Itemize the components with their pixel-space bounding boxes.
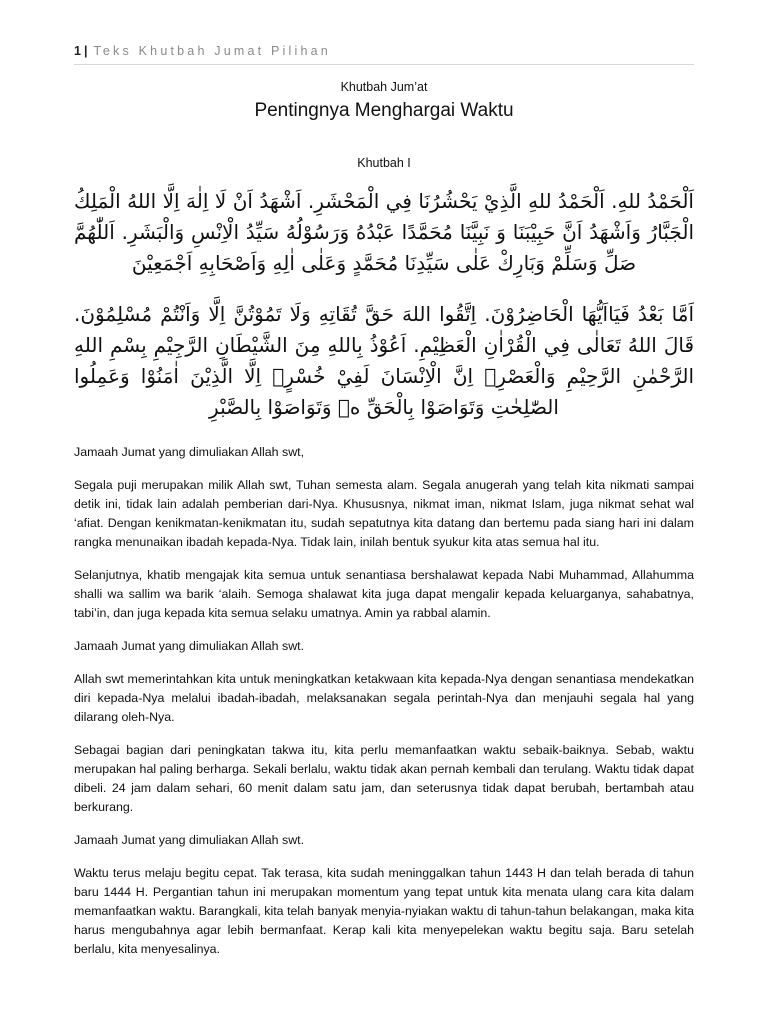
salutation: Jamaah Jumat yang dimuliakan Allah swt. (74, 833, 305, 847)
salutation: Jamaah Jumat yang dimuliakan Allah swt. (74, 639, 305, 653)
body-paragraph: Allah swt memerintahkan kita untuk meningkatkan ketakwaan kita kepada-Nya dengan senantiasa mendekatkan diri kepada-Nya melalui ibadah-ibadah, melaksanakan segala perintah-Nya dan menjauhi segala hal yang dilarang oleh-Nya. (74, 672, 694, 724)
body-paragraph: Selanjutnya, khatib mengajak kita semua untuk senantiasa bershalawat kepada Nabi Muhammad, Allahumma shalli wa sallim wa barik ‘alaih. Semoga shalawat kita juga dapat mengalir kepada keluarganya, sahabatnya, tabi’in, dan juga kepada kita semua selaku umatnya. Amin ya rabbal alamin. (74, 568, 694, 620)
header-separator: | (83, 44, 88, 58)
body-paragraph: Segala puji merupakan milik Allah swt, Tuhan semesta alam. Segala anugerah yang telah kita nikmati sampai detik ini, tidak lain adalah pemberian dari-Nya. Khususnya, nikmat iman, nikmat Islam, juga nikmat sehat wal ‘afiat. Dengan kenikmatan-kenikmatan itu, sudah sepatutnya kita datang dan bertemu pada siang hari ini dalam rangka menunaikan ibadah kepada-Nya. Tidak lain, inilah bentuk syukur kita atas semua hal itu. (74, 478, 694, 549)
page-number: 1 (74, 44, 82, 58)
body-paragraph: Waktu terus melaju begitu cepat. Tak terasa, kita sudah meninggalkan tahun 1443 H dan telah berada di tahun baru 1444 H. Pergantian tahun ini merupakan momentum yang tepat untuk kita menata ulang cara kita dalam memanfaatkan waktu. Barangkali, kita telah banyak menyia-nyiakan waktu di tahun-tahun belakangan, maka kita harus mengubahnya agar lebih bermanfaat. Kerap kali kita menyepelekan waktu begitu saja. Baru setelah berlalu, kita menyesalinya. (74, 866, 694, 956)
body-paragraph: Sebagai bagian dari peningkatan takwa itu, kita perlu memanfaatkan waktu sebaik-baiknya. Sebab, waktu merupakan hal paling berharga. Sekali berlalu, waktu tidak akan pernah kembali dan terulang. Waktu tidak dapat dibeli. 24 jam dalam sehari, 60 menit dalam satu jam, dan seterusnya tidak dapat berubah, bertambah atau berkurang. (74, 743, 694, 814)
sermon-title: Pentingnya Menghargai Waktu (254, 100, 514, 121)
page-content (74, 80, 694, 959)
page-header (74, 44, 694, 65)
running-title: Teks Khutbah Jumat Pilihan (93, 44, 331, 58)
arabic-opening-praise: اَلْحَمْدُ للهِ. اَلْحَمْدُ للهِ الَّذِيْ يَحْشُرُنَا فِي الْمَحْشَرِ. اَشْهَدُ اَنْ لَا اِلٰهَ اِلَّا اللهُ الْمَلِكُ الْجَبَّارُ وَاَشْهَدُ اَنَّ حَبِيْبَنَا وَ نَبِيَّنَا مُحَمَّدًا عَبْدُهُ وَرَسُوْلُهُ سَيِّدُ الْاِنْسِ وَالْبَشَرِ. اَللّٰهُمَّ صَلِّ وَسَلِّمْ وَبَارِكْ عَلٰى سَيِّدِنَا مُحَمَّدٍ وَعَلٰى اٰلِهِ وَاَصْحَابِهِ اَجْمَعِيْنَ (74, 189, 694, 275)
sermon-kicker: Khutbah Jum’at (340, 80, 428, 94)
section-label: Khutbah I (357, 156, 411, 170)
salutation: Jamaah Jumat yang dimuliakan Allah swt, (74, 445, 305, 459)
arabic-opening-verse: اَمَّا بَعْدُ فَيَااَيُّهَا الْحَاضِرُوْنَ. اِتَّقُوا اللهَ حَقَّ تُقَاتِهِ وَلَا تَمُوْتُنَّ اِلَّا وَاَنْتُمْ مُسْلِمُوْنَ. قَالَ اللهُ تَعَالٰى فِي الْقُرْاٰنِ الْعَظِيْمِ. اَعُوْذُ بِاللهِ مِنَ الشَّيْطَانِ الرَّجِيْمِ بِسْمِ اللهِ الرَّحْمٰنِ الرَّحِيْمِ وَالْعَصْرِۙ اِنَّ الْاِنْسَانَ لَفِيْ خُسْرٍۙ اِلَّا الَّذِيْنَ اٰمَنُوْا وَعَمِلُوا الصّٰلِحٰتِ وَتَوَاصَوْا بِالْحَقِّ ەۙ وَتَوَاصَوْا بِالصَّبْرِ (74, 302, 694, 419)
